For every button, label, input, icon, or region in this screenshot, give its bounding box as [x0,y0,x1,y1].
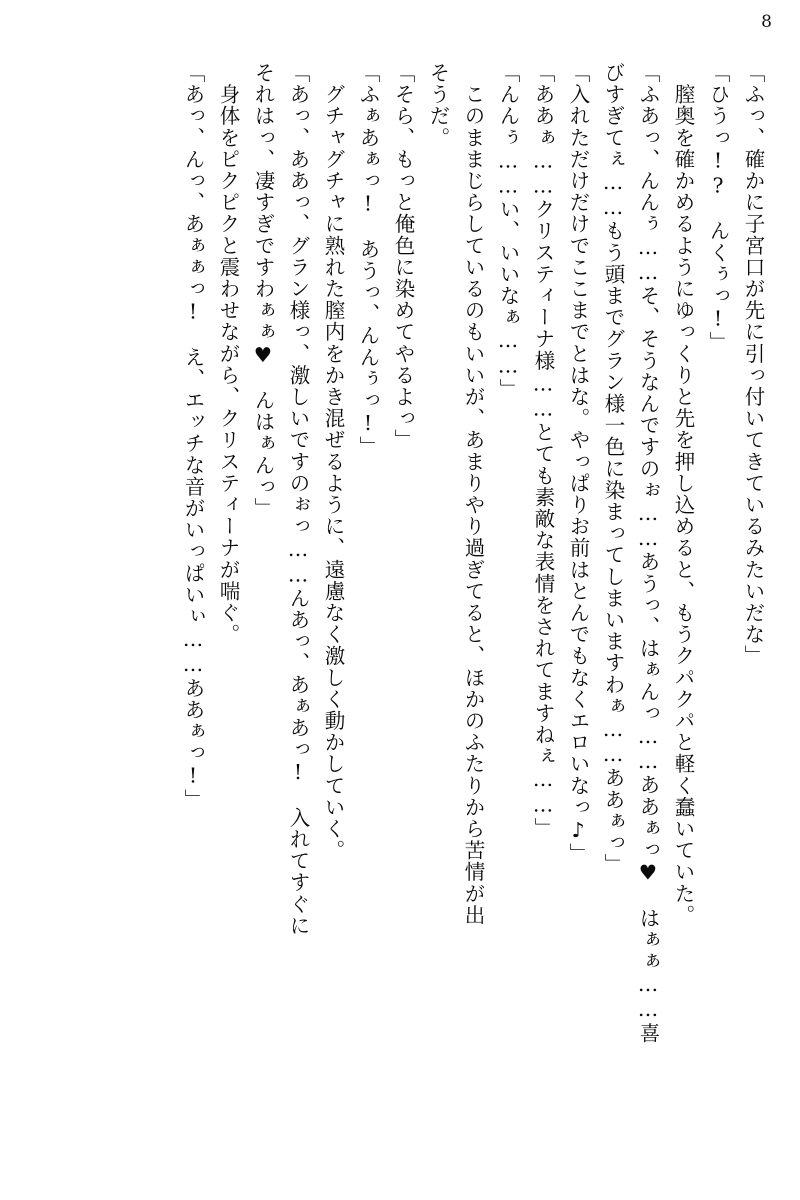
text-line: そうだ。 [426,62,450,149]
text-line: 身体をピクピクと震わせながら、クリスティーナが喘ぐ。 [216,62,240,646]
text-column [210,62,245,1172]
text-line: 「入れただけだけでここまでとはな。やっぱりお前はとんでもなくエロいなっ♪」 [566,62,590,865]
text-line: びすぎてぇ……もう頭までグラン様一色に染まってしまいますわぁ……ああぁっ」 [601,62,625,876]
text-column [385,62,420,1172]
text-column [595,62,630,1172]
text-column [175,62,210,1172]
text-line: グチャグチャに熟れた膣内をかき混ぜるように、遠慮なく激しく動かしていく。 [321,62,345,862]
text-column [560,62,595,1172]
text-column [630,62,665,1172]
text-column [350,62,385,1172]
text-column [315,62,350,1172]
text-column [280,62,315,1172]
text-line: 膣奥を確かめるようにゆっくりと先を押し込めると、もうクパクパと軽く蠢いていた。 [671,62,695,926]
text-line: 「ふあっ、んんぅ……そ、そうなんですのぉ……あうっ、はぁんっ……ああぁっ♥ はぁぁ……喜 [636,62,660,1044]
page-number: 8 [761,12,772,32]
text-line: 「ふっ、確かに子宮口が先に引っ付いてきているみたいだな」 [741,62,765,667]
text-column [420,62,455,1172]
text-line: 「んんぅ……い、いいなぁ……」 [496,62,520,400]
text-line: このままじらしているのもいいが、あまりやり過ぎてると、ほかのふたりから苦情が出 [461,62,485,926]
text-line: 「ふぁあぁっ! あうっ、んんぅっ!」 [356,62,380,458]
vertical-text-body [30,62,770,1172]
text-column [490,62,525,1172]
text-column [245,62,280,1172]
text-line: 「ひうっ!? んくぅっ!」 [706,62,730,354]
text-column [735,62,770,1172]
text-line: それはっ、凄すぎですわぁぁ♥ んはぁんっ」 [251,62,275,520]
text-line: 「ああぁ……クリスティーナ様……とても素敵な表情をされてますねぇ……」 [531,62,555,839]
text-column [700,62,735,1172]
text-line: 「そら、もっと俺色に染めてやるよっ」 [391,62,415,451]
text-line: 「あっ、んっ、あぁぁっ! え、エッチな音がいっぱいぃ……ああぁっ!」 [181,62,205,811]
text-column [525,62,560,1172]
text-column [665,62,700,1172]
text-column [455,62,490,1172]
text-line: 「あっ、ああっ、グラン様っ、激しいですのぉっ……んあっ、あぁあっ! 入れてすぐに [286,62,310,937]
